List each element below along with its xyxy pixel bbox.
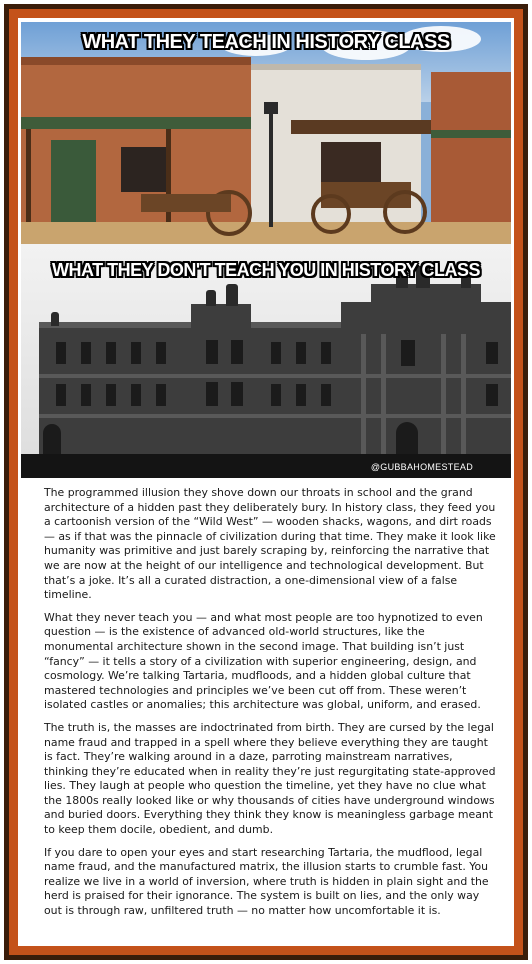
wagon-wheel [311, 194, 351, 234]
green-door [51, 140, 96, 225]
column [461, 334, 466, 454]
bottom-caption: WHAT THEY DON'T TEACH YOU IN HISTORY CLASS [52, 260, 480, 280]
statue [226, 284, 238, 306]
window [131, 342, 141, 364]
window [156, 342, 166, 364]
left-building-trim [21, 57, 251, 65]
window [231, 340, 243, 364]
window [81, 384, 91, 406]
column [441, 334, 446, 454]
arched-door [396, 422, 418, 458]
paragraph-2: What they never teach you — and what most people are too hypnotized to even question — is the existence of advanced old-world structures, like the monumental architecture shown in the second image. That building isn’t just “fancy” — it tells a story of a civilization with superior engineering, design, and cosmology. We’re talking Tartaria, mudfloods, and a hidden global culture that mastered technologies and principles we’ve been cut off from. These weren’t isolated castles or anomalies; this architecture was global, uniform, and erased. [44, 610, 483, 712]
dirt-road [21, 222, 511, 244]
window [106, 384, 116, 406]
window [231, 382, 243, 406]
window [206, 382, 218, 406]
grand-building-image [21, 244, 511, 478]
window [271, 342, 281, 364]
window [156, 384, 166, 406]
right-building [431, 72, 511, 227]
wagon-wheel [383, 190, 427, 234]
lamp-head [264, 102, 278, 114]
right-wing [341, 302, 511, 332]
top-caption: WHAT THEY TEACH IN HISTORY CLASS [82, 31, 450, 53]
central-pediment [191, 304, 251, 329]
arched-window [43, 424, 61, 454]
wild-west-town-image [21, 22, 511, 244]
window [81, 342, 91, 364]
window [121, 147, 171, 192]
column [381, 334, 386, 454]
post-text [44, 486, 496, 927]
window [56, 342, 66, 364]
paragraph-1: The programmed illusion they shove down our throats in school and the grand architecture of a hidden past they deliberately bury. In history class, they feed you a cartoonish version of the “Wild West” — wooden shacks, wagons, and dirt roads — as if that was the pinnacle of civilization during that time. They make it look like humanity was primitive and just barely scraping by, reinforcing the narrative that we are now at the height of our intelligence and technological development. But that’s a joke. It’s all a curated distraction, a one-dimensional view of a false timeline. [44, 486, 496, 602]
window [321, 384, 331, 406]
right-porch-roof [431, 130, 511, 138]
paragraph-3: The truth is, the masses are indoctrinated from birth. They are cursed by the legal name fraud and trapped in a spell where they believe everything they are taught is fact. They’re walking around in a daze, parroting mainstream narratives, thinking they’re educated when in reality they’re just regurgitating state-approved lies. They laugh at people who question the timeline, yet they have no clue what the 1800s really looked like or why thousands of cities have underground windows and buried doors. Everything they think they know is meaningless garbage meant to keep them docile, obedient, and dumb. [44, 720, 496, 837]
window [296, 342, 306, 364]
window [106, 342, 116, 364]
window [486, 342, 498, 364]
image-credit: @GUBBAHOMESTEAD [370, 462, 473, 472]
window [206, 340, 218, 364]
lamp-post [269, 107, 273, 227]
column [361, 334, 366, 454]
bench [141, 194, 231, 212]
window [271, 384, 281, 406]
center-porch-roof [291, 120, 451, 134]
statue [206, 290, 216, 306]
porch-post [26, 129, 31, 224]
window [296, 384, 306, 406]
window [486, 384, 498, 406]
white-building-trim [251, 64, 421, 70]
window [401, 340, 415, 366]
statue [51, 312, 59, 326]
window [321, 342, 331, 364]
window [131, 384, 141, 406]
window [56, 384, 66, 406]
paragraph-4: If you dare to open your eyes and start researching Tartaria, the mudflood, legal name fraud, and the manufactured matrix, the illusion starts to crumble fast. You realize we live in a world of inversion, where truth is hidden in plain sight and the herd is praised for their ignorance. The system is built on lies, and the only way out is through raw, unfiltered truth — no matter how uncomfortable it is. [44, 845, 489, 918]
